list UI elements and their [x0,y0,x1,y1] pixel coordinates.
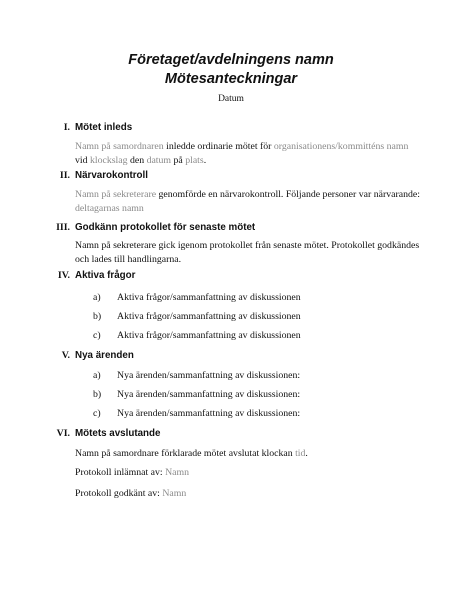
paragraph-text: och lades till handlingarna. [75,254,182,265]
placeholder-text: klockslag [89,155,128,166]
signoff-label: Protokoll godkänt av: [75,488,163,499]
paragraph-line [75,154,405,168]
list-item-letter: c) [93,408,101,419]
list-item: Nya ärenden/sammanfattning av diskussionen: [117,370,301,381]
paragraph-text: på [171,155,186,166]
section-title: Nya ärenden [75,350,134,361]
list-item-letter: a) [93,292,101,303]
placeholder-text: deltagarnas namn [75,203,144,214]
list-item-letter: a) [93,370,101,381]
list-item-letter: b) [93,311,102,322]
placeholder-text: Namn [162,488,187,499]
section-title: Mötets avslutande [75,428,161,439]
section-title: Godkänn protokollet för senaste mötet [75,222,256,233]
paragraph-line [75,202,405,216]
section-number: I. [63,122,70,133]
minutes-submitted-by [75,467,189,479]
paragraph-text: . [203,155,207,166]
placeholder-text: organisationens/kommitténs namn [273,141,409,152]
list-item: Aktiva frågor/sammanfattning av diskussionen [117,311,301,322]
list-item: Nya ärenden/sammanfattning av diskussionen: [117,408,301,419]
document-title: Mötesanteckningar [164,71,298,87]
paragraph-line [75,140,409,154]
section-paragraph [75,140,409,168]
paragraph-line [75,447,405,461]
section-number: V. [61,350,70,361]
section-title: Aktiva frågor [75,270,136,281]
signoff-label: Protokoll inlämnat av: [75,467,166,478]
list-item-letter: b) [93,389,102,400]
section-title: Mötet inleds [75,122,133,133]
paragraph-text: Namn på sekreterare gick igenom protokollet från senaste mötet. Protokollet godkändes [75,240,420,251]
placeholder-text: Namn på sekreterare [75,189,157,200]
placeholder-text: datum [146,155,172,166]
paragraph-text: den [127,155,147,166]
placeholder-text: tid [295,448,306,459]
list-item-letter: c) [93,330,101,341]
placeholder-text: Namn på samordnaren [75,141,164,152]
minutes-approved-by [75,488,186,500]
placeholder-text: Namn [165,467,190,478]
section-paragraph [75,188,420,216]
section-number: II. [59,170,70,181]
section-number: IV. [57,270,70,281]
paragraph-text: vid [75,155,90,166]
list-item: Aktiva frågor/sammanfattning av diskussionen [117,292,301,303]
paragraph-line [75,188,420,202]
paragraph-line [75,239,420,253]
organization-name: Företaget/avdelningens namn [128,52,334,68]
section-number: III. [56,222,70,233]
paragraph-line [75,253,405,267]
paragraph-text: genomförde en närvarokontroll. Följande personer var närvarande: [156,189,420,200]
paragraph-text: inledde ordinarie mötet för [163,141,274,152]
list-item: Nya ärenden/sammanfattning av diskussionen: [117,389,301,400]
section-number: VI. [56,428,70,439]
section-paragraph [75,447,405,461]
section-paragraph [75,239,420,267]
list-item: Aktiva frågor/sammanfattning av diskussionen [117,330,301,341]
section-title: Närvarokontroll [75,170,148,181]
paragraph-text: Namn på samordnare förklarade mötet avslutat klockan [75,448,296,459]
placeholder-text: plats [185,155,204,166]
paragraph-text: . [305,448,308,459]
meeting-date: Datum [218,94,244,104]
